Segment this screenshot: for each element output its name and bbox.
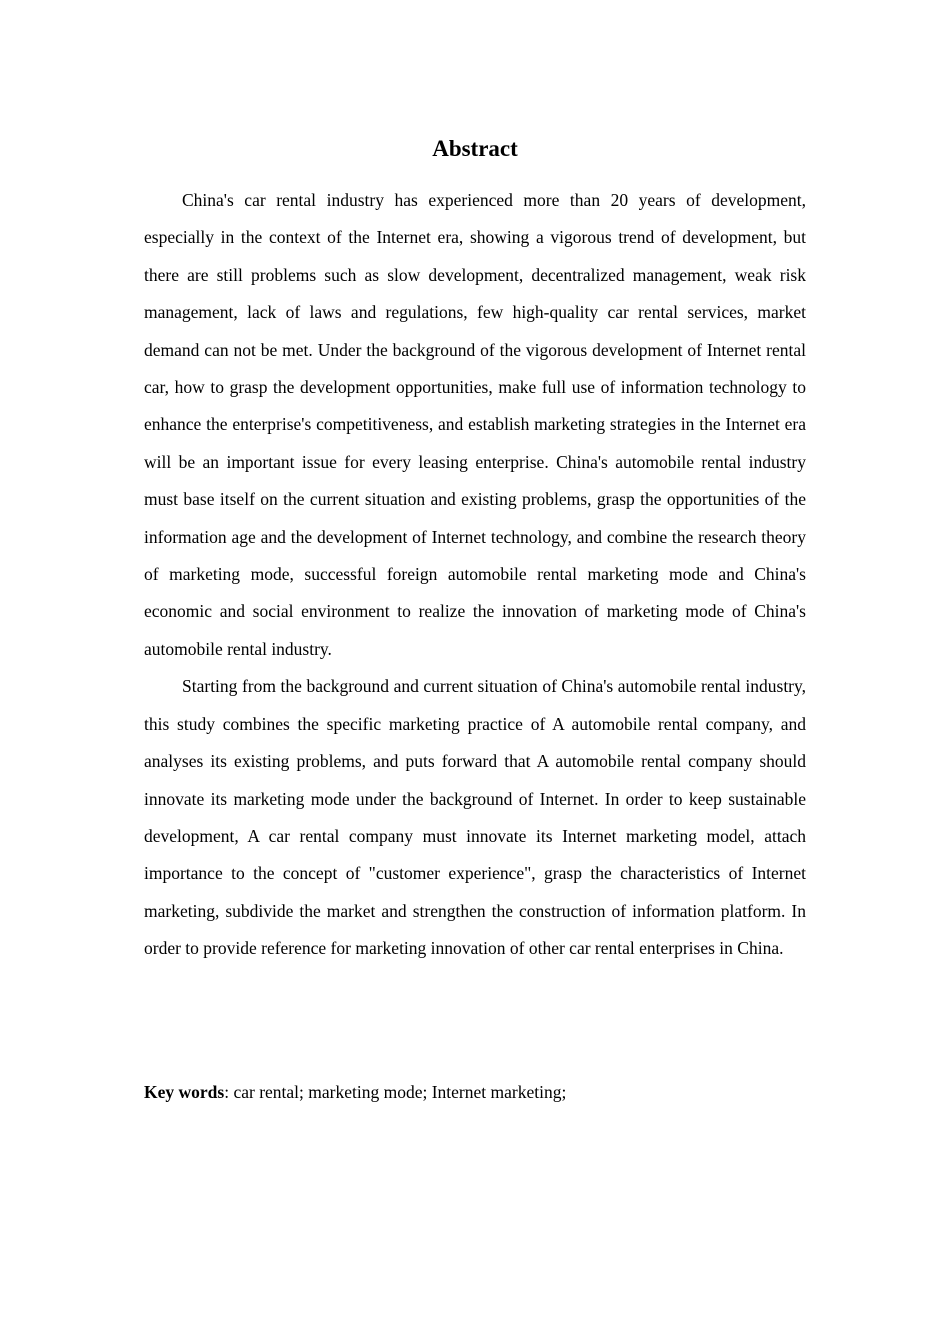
paragraph-2: Starting from the background and current situation of China's automobile rental industry, this study combines the specific marketing practice of A automobile rental company, and analyses its existing problems, and puts forward that A automobile rental company should innovate its marketing mode under the background of Internet. In order to keep sustainable development, A car rental company must innovate its Internet marketing model, attach importance to the concept of "customer experience", grasp the characteristics of Internet marketing, subdivide the market and strengthen the construction of information platform. In order to provide reference for marketing innovation of other car rental enterprises in China.	[144, 676, 806, 959]
page-title: Abstract	[432, 136, 518, 161]
paragraph-1: China's car rental industry has experienced more than 20 years of development, especially in the context of the Internet era, showing a vigorous trend of development, but there are still problems such as slow development, decentralized management, weak risk management, lack of laws and regulations, few high-quality car rental services, market demand can not be met. Under the background of the vigorous development of Internet rental car, how to grasp the development opportunities, make full use of information technology to enhance the enterprise's competitiveness, and establish marketing strategies in the Internet era will be an important issue for every leasing enterprise. China's automobile rental industry must base itself on the current situation and existing problems, grasp the opportunities of the information age and the development of Internet technology, and combine the research theory of marketing mode, successful foreign automobile rental marketing mode and China's economic and social environment to realize the innovation of marketing mode of China's automobile rental industry.	[144, 190, 806, 659]
keywords-text: car rental; marketing mode; Internet marketing;	[233, 1082, 567, 1102]
keywords-separator: :	[224, 1082, 234, 1102]
keywords-label: Key words	[144, 1082, 225, 1102]
keywords-line	[144, 1074, 806, 1111]
abstract-body	[144, 182, 806, 968]
